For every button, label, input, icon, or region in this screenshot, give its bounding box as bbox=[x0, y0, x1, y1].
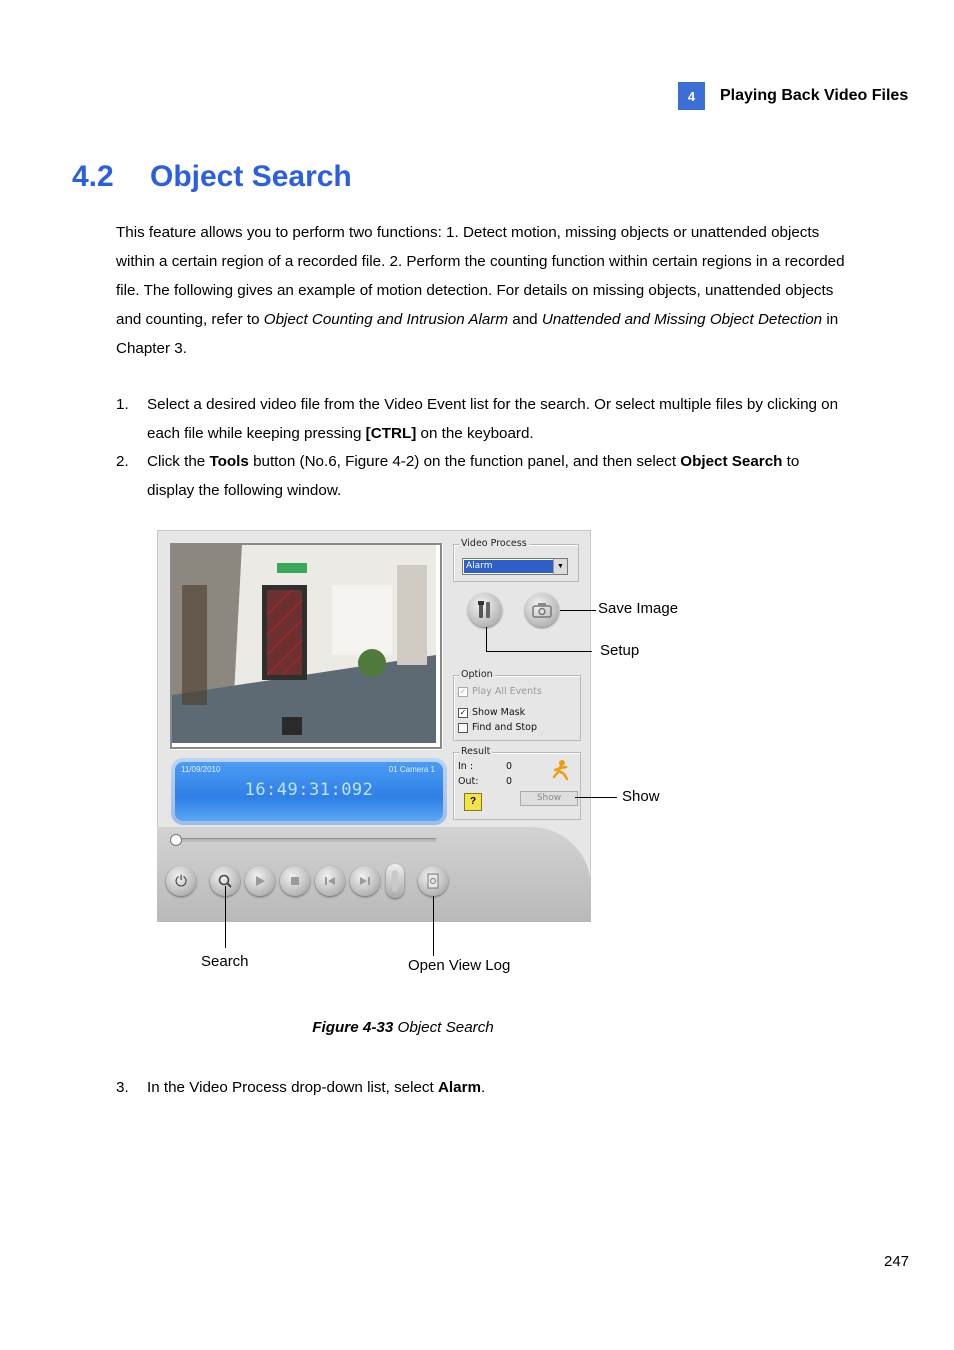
step-number: 1. bbox=[116, 396, 129, 413]
checkbox-empty-icon bbox=[458, 723, 468, 733]
playback-slider-handle[interactable] bbox=[170, 834, 182, 846]
step-text: In the Video Process drop-down list, select Alarm. bbox=[147, 1079, 486, 1096]
help-icon[interactable]: ? bbox=[464, 793, 482, 811]
intro-text: in Chapter 3. bbox=[116, 311, 839, 357]
section-number: 4.2 bbox=[72, 160, 114, 193]
figure-title: Object Search bbox=[393, 1019, 494, 1036]
intro-paragraph bbox=[116, 218, 846, 363]
setup-button[interactable] bbox=[468, 593, 502, 627]
playback-date: 11/09/2010 bbox=[181, 765, 221, 774]
tools-icon bbox=[476, 600, 494, 620]
video-process-dropdown[interactable] bbox=[462, 558, 568, 575]
open-view-log-callout: Open View Log bbox=[408, 957, 511, 974]
callout-line bbox=[225, 886, 226, 948]
callout-line bbox=[560, 610, 596, 611]
intro-text: This feature allows you to perform two functions: 1. Detect motion, missing objects or unattended objects within a certain region of a recorded file. 2. Perform the counting function within certain regions in a recorded file. The following gives an example of motion detection. For details on missing objects, unattended objects and counting, refer to bbox=[116, 224, 845, 328]
callout-line bbox=[486, 651, 592, 652]
section-title bbox=[72, 160, 352, 194]
open-view-log-button[interactable] bbox=[418, 866, 448, 896]
video-preview bbox=[170, 543, 442, 749]
chapter-title: Playing Back Video Files bbox=[720, 87, 909, 104]
step-2 bbox=[116, 447, 846, 505]
chevron-down-icon[interactable]: ▼ bbox=[553, 559, 567, 574]
show-callout: Show bbox=[622, 788, 660, 805]
speed-control[interactable] bbox=[386, 864, 404, 898]
find-and-stop-checkbox[interactable]: Find and Stop bbox=[458, 722, 537, 733]
power-button[interactable] bbox=[166, 866, 196, 896]
in-label: In : bbox=[458, 761, 474, 772]
step-1 bbox=[116, 390, 846, 448]
play-button[interactable] bbox=[245, 866, 275, 896]
option-label: Option bbox=[461, 669, 493, 680]
chapter-number-badge: 4 bbox=[678, 82, 705, 110]
intro-ref-1: Object Counting and Intrusion Alarm bbox=[263, 311, 509, 328]
next-button[interactable] bbox=[350, 866, 380, 896]
show-mask-checkbox[interactable]: ✓ Show Mask bbox=[459, 707, 526, 718]
camera-icon bbox=[532, 602, 552, 618]
previous-button[interactable] bbox=[315, 866, 345, 896]
option-group bbox=[453, 669, 581, 741]
result-label: Result bbox=[461, 746, 491, 757]
intro-text: and bbox=[508, 311, 542, 328]
save-image-button[interactable] bbox=[525, 593, 559, 627]
step-text: Click the Tools button (No.6, Figure 4-2) on the function panel, and then select Object Search to display the following window. bbox=[147, 453, 800, 499]
log-icon bbox=[426, 873, 440, 889]
callout-line bbox=[486, 627, 487, 651]
figure-caption bbox=[0, 1019, 806, 1036]
in-count: 0 bbox=[506, 761, 513, 772]
play-all-events-checkbox[interactable]: ✓ Play All Events bbox=[459, 686, 542, 697]
check-icon: ✓ bbox=[459, 686, 467, 696]
save-image-callout: Save Image bbox=[598, 600, 679, 617]
show-button[interactable]: Show bbox=[520, 791, 578, 806]
power-icon: ⏻ bbox=[175, 872, 187, 890]
playback-slider-track[interactable] bbox=[173, 838, 436, 842]
callout-line bbox=[433, 896, 434, 956]
stop-button[interactable] bbox=[280, 866, 310, 896]
object-search-window bbox=[157, 530, 591, 922]
running-man-icon bbox=[550, 759, 572, 781]
out-count: 0 bbox=[506, 776, 513, 787]
speed-slider-icon bbox=[392, 870, 398, 892]
step-text: Select a desired video file from the Video Event list for the search. Or select multiple files by clicking on each file while keeping pressing [CTRL] on the keyboard. bbox=[147, 396, 839, 442]
play-icon bbox=[254, 875, 266, 887]
step-3 bbox=[116, 1073, 846, 1102]
result-group bbox=[453, 746, 581, 820]
step-number: 2. bbox=[116, 453, 129, 470]
figure-label: Figure 4-33 bbox=[312, 1019, 394, 1036]
video-process-label: Video Process bbox=[461, 538, 527, 549]
stop-icon bbox=[289, 875, 301, 887]
setup-callout: Setup bbox=[600, 642, 640, 659]
video-process-selected: Alarm bbox=[464, 560, 553, 573]
skip-back-icon bbox=[324, 875, 336, 887]
playback-time: 16:49:31:092 bbox=[244, 780, 374, 800]
callout-line bbox=[575, 797, 617, 798]
step-number: 3. bbox=[116, 1079, 129, 1096]
timestamp-display bbox=[171, 758, 447, 825]
camera-name: 01 Camera 1 bbox=[388, 765, 435, 774]
page-number: 247 bbox=[884, 1253, 910, 1270]
skip-forward-icon bbox=[359, 875, 371, 887]
check-icon: ✓ bbox=[459, 707, 467, 717]
out-label: Out: bbox=[458, 776, 479, 787]
section-name: Object Search bbox=[150, 160, 352, 193]
intro-ref-2: Unattended and Missing Object Detection bbox=[541, 311, 823, 328]
search-callout: Search bbox=[201, 953, 249, 970]
